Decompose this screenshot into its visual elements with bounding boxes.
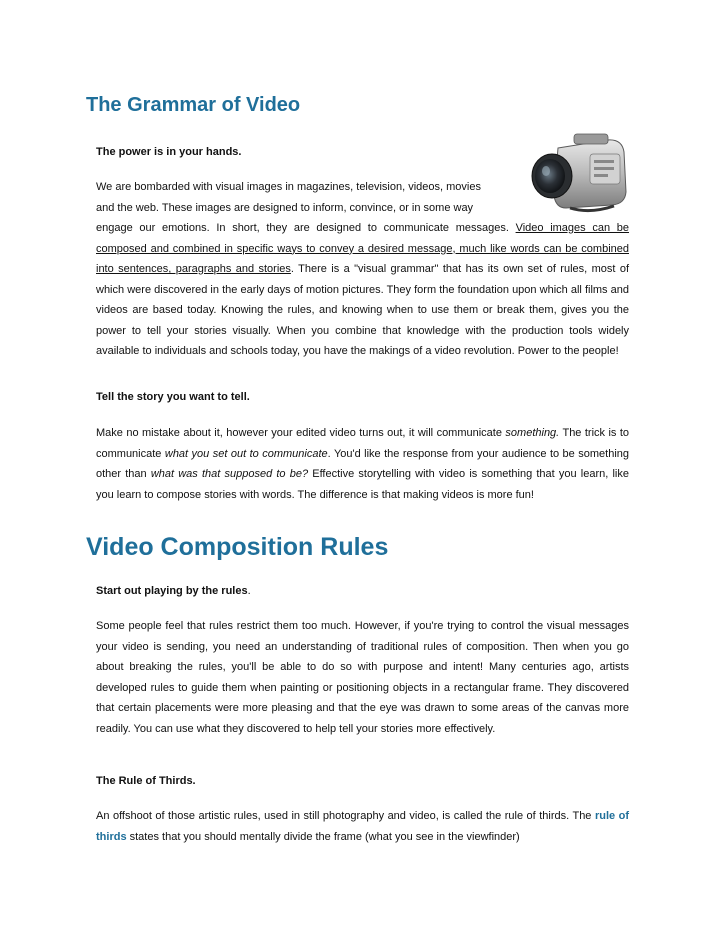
text-line: and the web. These images are designed to inform, convince, or in some way [96, 201, 474, 214]
text-run: . There is a "visual grammar" that has its own set of rules, most of which were discovered in the early days of motion pictures. They form the foundation upon which all films and videos are based today. Knowing the rules, and knowing when to use them or break them, gives you the power to tell your stories visually. When you combine that knowledge with the production tools widely available to individuals and schools today, you have the makings of a video revolution. Power to the people! [96, 263, 629, 357]
subheading-rules [96, 585, 251, 597]
paragraph-intro-lines [96, 177, 526, 218]
italic-text: what you set out to communicate [164, 447, 328, 460]
page-title: The Grammar of Video [86, 94, 301, 116]
subheading-power: The power is in your hands. [96, 146, 242, 158]
subheading-thirds: The Rule of Thirds. [96, 775, 196, 787]
text-run: states that you should mentally divide the frame (what you see in the viewfinder) [126, 830, 520, 843]
text-run: . You'd like the response from your audience to be something other than [96, 447, 629, 480]
bold-text: Start out playing by the rules [96, 585, 248, 597]
text-run: Make no mistake about it, however your edited video turns out, it will communicate [96, 427, 506, 439]
text-line: We are bombarded with visual images in magazines, television, videos, movies [96, 181, 481, 193]
text-run: The trick is to communicate [96, 427, 630, 460]
italic-text: something. [505, 427, 560, 439]
text-run: engage our emotions. In short, they are designed to communicate messages. [96, 222, 516, 234]
subheading-story: Tell the story you want to tell. [96, 391, 250, 403]
paragraph-intro [96, 218, 629, 362]
paragraph-rules: Some people feel that rules restrict them too much. However, if you're trying to control the visual messages your video is sending, you need an understanding of traditional rules of composition. Then when you go about breaking the rules, you'll be able to do so with purpose and intent! Many centuries ago, artists developed rules to guide them when painting or positioning objects in a rectangular frame. They discovered that certain placements were more pleasing and that the eye was drawn to some areas of the canvas more readily. You can use what they discovered to help tell your stories more effectively. [96, 620, 629, 735]
italic-text: what was that supposed to be? [150, 468, 309, 480]
camcorder-icon [530, 130, 630, 215]
paragraph-story [96, 423, 629, 505]
rule-of-thirds-link[interactable]: rule of thirds [96, 810, 629, 843]
text-run: An offshoot of those artistic rules, used in still photography and video, is called the rule of thirds. The [96, 810, 595, 822]
section-title-composition: Video Composition Rules [86, 533, 389, 561]
paragraph-thirds [96, 806, 629, 847]
text-run: . [247, 585, 251, 597]
underlined-text: Video images can be composed and combined in specific ways to convey a desired message, much like words can be combined into sentences, paragraphs and stories [96, 222, 629, 275]
text-run: Effective storytelling with video is something that you learn, like you learn to compose stories with words. The difference is that making videos is more fun! [96, 468, 629, 501]
